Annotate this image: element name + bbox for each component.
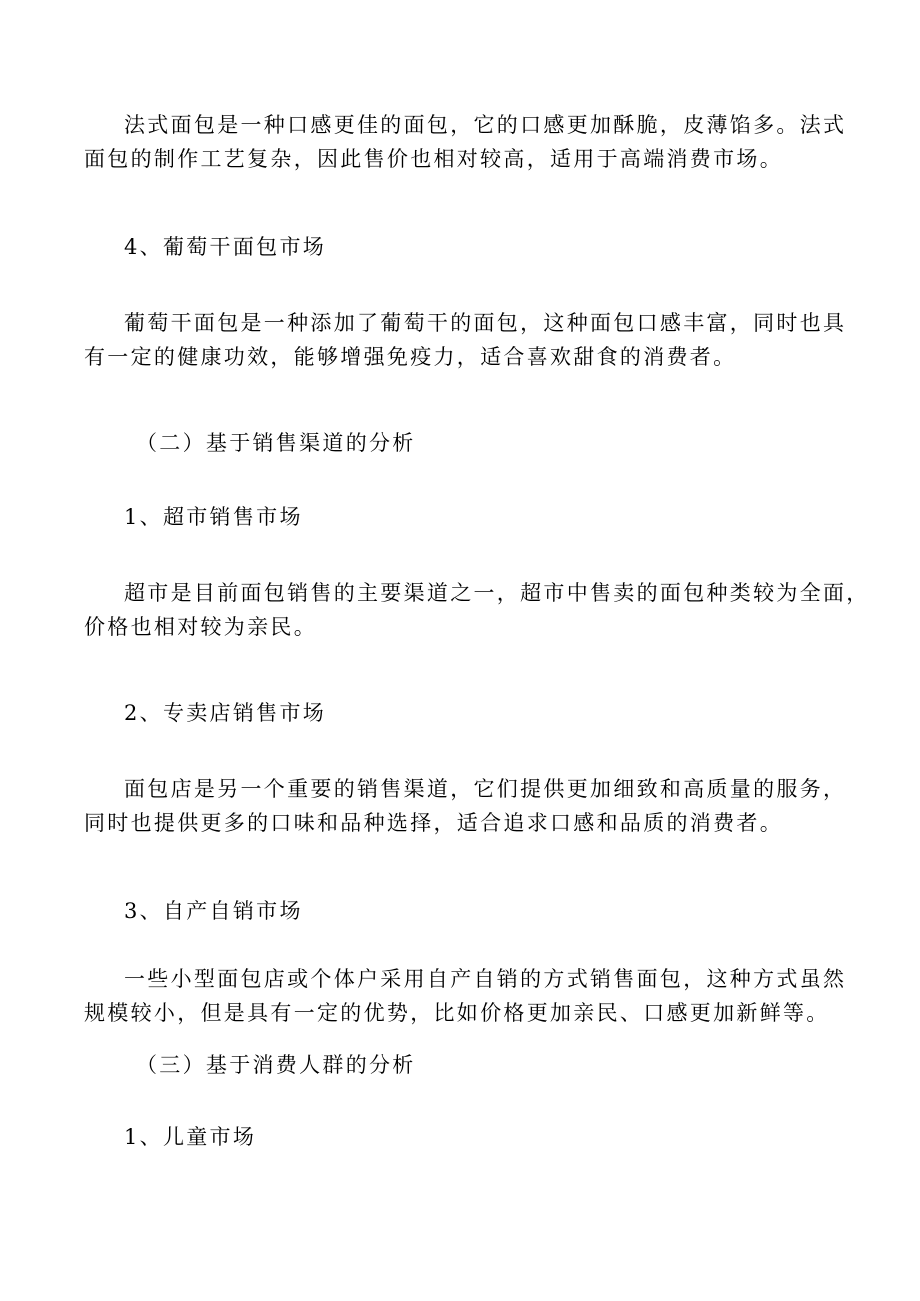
paragraph-french-bread (84, 108, 847, 176)
subsection-sales-channel: （二）基于销售渠道的分析 (136, 431, 416, 455)
paragraph-self-produced (84, 962, 847, 1030)
heading-raisin-bread-market: 4、葡萄干面包市场 (124, 235, 327, 259)
paragraph-line: 超市是目前面包销售的主要渠道之一，超市中售卖的面包种类较为全面， (124, 581, 870, 605)
paragraph-line: 一些小型面包店或个体户采用自产自销的方式销售面包，这种方式虽然 (124, 967, 847, 991)
paragraph-supermarket (84, 576, 870, 644)
paragraph-line: 价格也相对较为亲民。 (84, 615, 317, 639)
heading-supermarket-market: 1、超市销售市场 (124, 505, 303, 529)
heading-specialty-store-market: 2、专卖店销售市场 (124, 701, 327, 725)
paragraph-line: 有一定的健康功效，能够增强免疫力，适合喜欢甜食的消费者。 (84, 345, 737, 369)
subsection-consumer-groups: （三）基于消费人群的分析 (136, 1053, 416, 1077)
paragraph-line: 面包的制作工艺复杂，因此售价也相对较高，适用于高端消费市场。 (84, 147, 783, 171)
paragraph-line: 规模较小，但是具有一定的优势，比如价格更加亲民、口感更加新鲜等。 (84, 1001, 830, 1025)
heading-children-market: 1、儿童市场 (124, 1125, 257, 1149)
paragraph-raisin-bread (84, 306, 847, 374)
paragraph-line: 法式面包是一种口感更佳的面包，它的口感更加酥脆，皮薄馅多。法式 (124, 113, 847, 137)
paragraph-line: 面包店是另一个重要的销售渠道，它们提供更加细致和高质量的服务， (124, 777, 847, 801)
heading-self-produced-market: 3、自产自销市场 (124, 899, 303, 923)
paragraph-line: 葡萄干面包是一种添加了葡萄干的面包，这种面包口感丰富，同时也具 (124, 311, 847, 335)
paragraph-line: 同时也提供更多的口味和品种选择，适合追求口感和品质的消费者。 (84, 811, 783, 835)
paragraph-bakery (84, 772, 847, 840)
